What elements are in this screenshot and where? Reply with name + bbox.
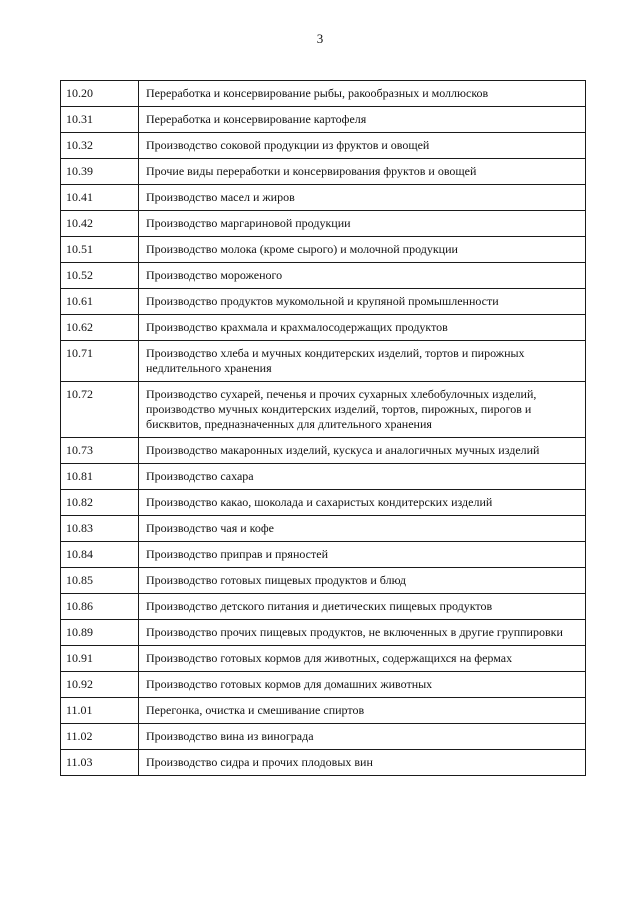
table-row — [61, 750, 586, 776]
activity-code-cell: 10.52 — [61, 263, 139, 289]
activity-name-cell: Производство молока (кроме сырого) и молочной продукции — [139, 237, 586, 263]
activity-code-cell: 10.72 — [61, 382, 139, 438]
activity-name-cell: Производство готовых пищевых продуктов и блюд — [139, 568, 586, 594]
table-row — [61, 341, 586, 382]
activity-name-cell: Производство маргариновой продукции — [139, 211, 586, 237]
activity-code-cell: 10.71 — [61, 341, 139, 382]
table-row — [61, 542, 586, 568]
table-row — [61, 263, 586, 289]
table-row — [61, 382, 586, 438]
activity-name-cell: Производство вина из винограда — [139, 724, 586, 750]
table-row — [61, 672, 586, 698]
table-body — [61, 81, 586, 776]
activity-code-cell: 10.85 — [61, 568, 139, 594]
activity-name-cell: Производство сидра и прочих плодовых вин — [139, 750, 586, 776]
activity-name-cell: Производство чая и кофе — [139, 516, 586, 542]
activity-code-cell: 10.51 — [61, 237, 139, 263]
table-row — [61, 237, 586, 263]
activity-name-cell: Производство прочих пищевых продуктов, не включенных в другие группировки — [139, 620, 586, 646]
table-row — [61, 490, 586, 516]
table-row — [61, 646, 586, 672]
table-row — [61, 211, 586, 237]
activity-name-cell: Прочие виды переработки и консервирования фруктов и овощей — [139, 159, 586, 185]
table-row — [61, 516, 586, 542]
activity-code-cell: 10.39 — [61, 159, 139, 185]
activity-codes-table — [60, 80, 586, 776]
table-row — [61, 698, 586, 724]
activity-name-cell: Производство сахара — [139, 464, 586, 490]
activity-name-cell: Производство хлеба и мучных кондитерских изделий, тортов и пирожных недлительного хранения — [139, 341, 586, 382]
table-row — [61, 107, 586, 133]
activity-code-cell: 10.91 — [61, 646, 139, 672]
activity-code-cell: 10.86 — [61, 594, 139, 620]
activity-code-cell: 10.62 — [61, 315, 139, 341]
activity-code-cell: 10.83 — [61, 516, 139, 542]
activity-name-cell: Производство готовых кормов для животных, содержащихся на фермах — [139, 646, 586, 672]
activity-code-cell: 10.92 — [61, 672, 139, 698]
activity-name-cell: Производство масел и жиров — [139, 185, 586, 211]
activity-code-cell: 10.82 — [61, 490, 139, 516]
activity-name-cell: Производство приправ и пряностей — [139, 542, 586, 568]
activity-code-cell: 10.61 — [61, 289, 139, 315]
activity-code-cell: 10.84 — [61, 542, 139, 568]
activity-code-cell: 10.20 — [61, 81, 139, 107]
table-row — [61, 159, 586, 185]
table-row — [61, 568, 586, 594]
activity-code-cell: 10.31 — [61, 107, 139, 133]
table-row — [61, 438, 586, 464]
activity-code-cell: 10.42 — [61, 211, 139, 237]
activity-code-cell: 10.89 — [61, 620, 139, 646]
table-row — [61, 315, 586, 341]
activity-name-cell: Производство мороженого — [139, 263, 586, 289]
activity-name-cell: Производство продуктов мукомольной и крупяной промышленности — [139, 289, 586, 315]
table-row — [61, 724, 586, 750]
table-row — [61, 464, 586, 490]
activity-code-cell: 10.73 — [61, 438, 139, 464]
table-row — [61, 133, 586, 159]
activity-name-cell: Переработка и консервирование картофеля — [139, 107, 586, 133]
activity-name-cell: Переработка и консервирование рыбы, ракообразных и моллюсков — [139, 81, 586, 107]
activity-code-cell: 10.41 — [61, 185, 139, 211]
activity-name-cell: Производство какао, шоколада и сахаристых кондитерских изделий — [139, 490, 586, 516]
activity-code-cell: 11.01 — [61, 698, 139, 724]
activity-name-cell: Производство макаронных изделий, кускуса и аналогичных мучных изделий — [139, 438, 586, 464]
activity-code-cell: 10.81 — [61, 464, 139, 490]
table-row — [61, 289, 586, 315]
page-number: 3 — [316, 31, 324, 46]
activity-name-cell: Производство соковой продукции из фруктов и овощей — [139, 133, 586, 159]
table-row — [61, 620, 586, 646]
table-row — [61, 81, 586, 107]
activity-name-cell: Перегонка, очистка и смешивание спиртов — [139, 698, 586, 724]
activity-name-cell: Производство крахмала и крахмалосодержащих продуктов — [139, 315, 586, 341]
table-row — [61, 594, 586, 620]
table-row — [61, 185, 586, 211]
activity-code-cell: 10.32 — [61, 133, 139, 159]
activity-name-cell: Производство сухарей, печенья и прочих сухарных хлебобулочных изделий, производство мучных кондитерских изделий, тортов, пирожных, пирогов и бисквитов, предназначенных для длительного хранения — [139, 382, 586, 438]
activity-code-cell: 11.03 — [61, 750, 139, 776]
activity-name-cell: Производство готовых кормов для домашних животных — [139, 672, 586, 698]
activity-code-cell: 11.02 — [61, 724, 139, 750]
activity-name-cell: Производство детского питания и диетических пищевых продуктов — [139, 594, 586, 620]
